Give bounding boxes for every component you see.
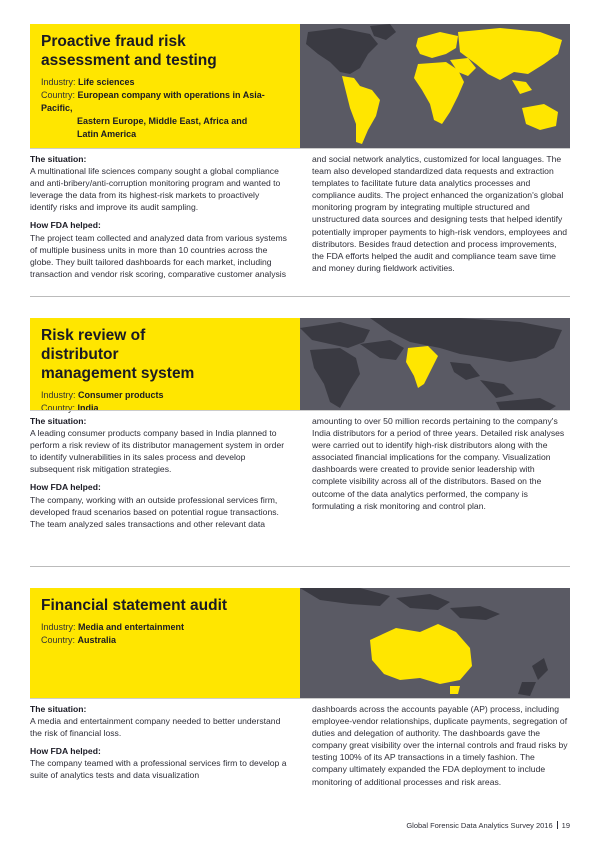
case-banner [30, 318, 570, 413]
situation-heading: The situation: [30, 704, 87, 714]
case-body [30, 410, 570, 536]
case-column-left [30, 153, 288, 286]
world-map-image [300, 24, 570, 148]
case-column-right [312, 415, 570, 536]
situation-text: A media and entertainment company needed to better understand the risk of financial loss. [30, 716, 281, 739]
footer-separator [557, 821, 558, 829]
asia-map-image [300, 318, 570, 410]
case-column-right [312, 703, 570, 794]
case-study-1 [30, 24, 570, 286]
country-value: European company with operations in Asia-Pacific, [41, 90, 265, 113]
helped-text: The company, working with an outside professional services firm, developed fraud scenarios based on potential rogue transactions. The team analyzed sales transactions and other relevant data [30, 494, 279, 529]
section-divider [30, 296, 570, 297]
page-footer [406, 821, 570, 830]
case-header [30, 318, 300, 413]
case-meta: Industry: Life sciences Country: European company with operations in Asia-Pacific, Eastern Europe, Middle East, Africa and Latin America [41, 77, 265, 139]
industry-value: Media and entertainment [78, 622, 185, 632]
case-meta: Industry: Consumer products Country: India [41, 390, 164, 413]
continued-text: dashboards across the accounts payable (AP) process, including employee-vendor relationships, duplicate payments, segregation of duties and delegation of authority. The dashboards gave the company great visibility over the internal controls and fraud risks by testing 100% of its AP transactions in a timely fashion. The company ultimately expanded the FDA deployment to include monitoring of additional processes and risk areas. [312, 704, 568, 787]
survey-title: Global Forensic Data Analytics Survey 2016 [406, 821, 553, 830]
case-study-3 [30, 588, 570, 794]
page-number: 19 [561, 821, 570, 830]
case-body [30, 148, 570, 286]
continued-text: and social network analytics, customized for local languages. The team also developed standardized data requests and extraction templates to facilitate future data analytics processes and compliance audits. The project enhanced the organization's global monitoring program by integrating multiple structured and unstructured data sources and designing tests that helped identify potentially improper payments to high-risk vendors, employees and distributors. Besides fraud detection and process improvements, the FDA efforts helped the audit and compliance team save time and money during fieldwork activities. [312, 154, 568, 273]
australia-map-image [300, 588, 570, 698]
country-value: India [77, 403, 99, 413]
world-map [300, 588, 570, 698]
situation-heading: The situation: [30, 416, 87, 426]
world-map [300, 24, 570, 148]
helped-heading: How FDA helped: [30, 746, 101, 757]
section-divider [30, 566, 570, 567]
situation-text: A leading consumer products company based in India planned to perform a risk review of its distributor management system in order to identify vulnerabilities in its sales process and develop subsequent risk mitigation strategies. [30, 428, 285, 475]
case-study-2 [30, 318, 570, 536]
case-title: Proactive fraud risk assessment and testing [41, 33, 217, 69]
helped-text: The project team collected and analyzed data from various systems of multiple business units in more than 10 countries across the globe. They built tailored dashboards for each market, including transaction and vendor risk scoring, comparative customer analysis [30, 232, 287, 279]
case-title: Risk review of distributor management system [41, 327, 195, 382]
helped-heading: How FDA helped: [30, 220, 101, 231]
case-header [30, 588, 300, 698]
case-title: Financial statement audit [41, 597, 228, 614]
country-value: Australia [77, 635, 117, 645]
continued-text: amounting to over 50 million records pertaining to the company's India distributors for a period of three years. Detailed risk analyses were carried out to identify high-risk distributors along with the associated financial implications for the company. Visualization dashboards were created to provide senior leadership with complete visibility across all of the distributors. Based on the outcome of the data analytics performed, the company is formulating a risk monitoring and control plan. [312, 416, 565, 511]
industry-value: Life sciences [78, 77, 135, 87]
case-header [30, 24, 300, 148]
world-map [300, 318, 570, 410]
case-column-right [312, 153, 570, 286]
case-column-left [30, 415, 288, 536]
helped-heading: How FDA helped: [30, 482, 101, 493]
situation-heading: The situation: [30, 154, 87, 164]
helped-text: The company teamed with a professional services firm to develop a suite of analytics tests and data visualization [30, 758, 287, 781]
case-body [30, 698, 570, 794]
case-banner [30, 24, 570, 148]
industry-value: Consumer products [78, 390, 164, 400]
situation-text: A multinational life sciences company sought a global compliance and anti-bribery/anti-corruption monitoring program and wanted to leverage the data from its highest-risk markets to proactively identify risks and improve its audit sampling. [30, 166, 281, 213]
case-meta: Industry: Media and entertainment Country: Australia [41, 622, 185, 645]
case-column-left [30, 703, 288, 794]
case-banner [30, 588, 570, 698]
